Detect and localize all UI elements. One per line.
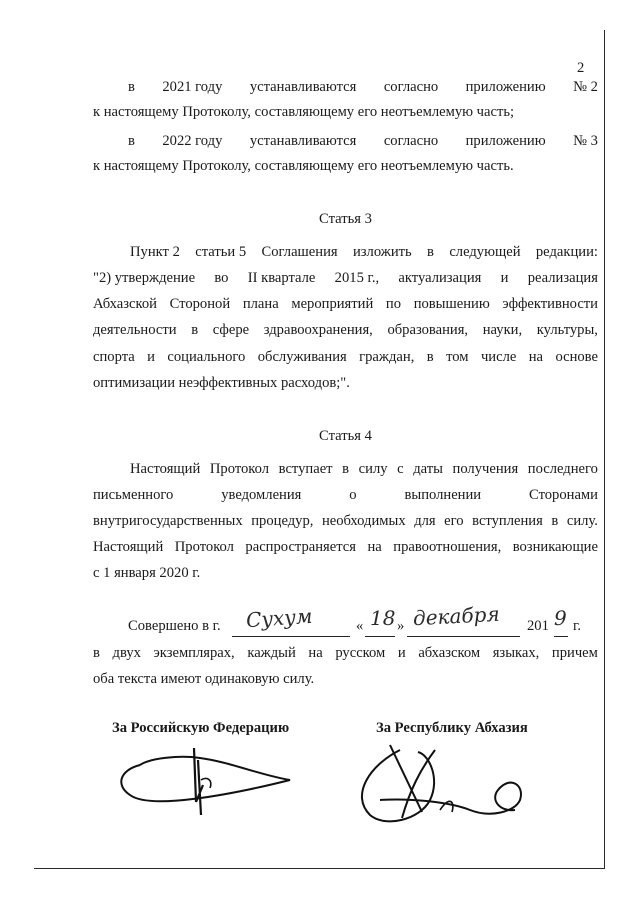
word: науки,	[482, 322, 523, 338]
word: и	[500, 270, 509, 286]
text-line: оптимизации неэффективных расходов;".	[93, 375, 350, 391]
word: 2021 году	[162, 79, 223, 95]
word: вступает	[278, 461, 333, 477]
handwritten-month: декабря	[412, 601, 501, 631]
word: образования,	[387, 322, 469, 338]
word: на	[308, 645, 323, 661]
word: абхазском	[418, 645, 481, 661]
word: граждан,	[359, 349, 415, 365]
word: здравоохранения,	[263, 322, 373, 338]
word: № 3	[573, 133, 598, 149]
word: социального	[167, 349, 246, 365]
word: русском	[335, 645, 386, 661]
word: в	[427, 244, 434, 260]
word: в	[426, 349, 434, 365]
word: Стороной	[169, 296, 231, 312]
signatory-abkhazia: За Республику Абхазия	[376, 720, 528, 736]
word: изложить	[352, 244, 412, 260]
word: культуры,	[536, 322, 598, 338]
word: двух	[112, 645, 141, 661]
word: необходимых	[321, 513, 406, 529]
word: следующей	[449, 244, 521, 260]
word: выполнении	[404, 487, 482, 503]
word: обслуживания	[257, 349, 347, 365]
word: редакции:	[535, 244, 598, 260]
text-line	[93, 349, 598, 366]
word: на	[367, 539, 382, 555]
word: Сторонами	[529, 487, 598, 503]
word: о	[349, 487, 357, 503]
word: в	[93, 645, 100, 661]
article-heading: Статья 3	[319, 211, 372, 227]
word: в	[128, 79, 135, 95]
word: возникающие	[512, 539, 598, 555]
year-prefix: 201	[527, 618, 549, 634]
handwritten-day: 18	[370, 606, 396, 630]
word: и	[147, 349, 155, 365]
text-line: с 1 января 2020 г.	[93, 565, 201, 581]
word: в	[191, 322, 199, 338]
signatory-russia: За Российскую Федерацию	[112, 720, 290, 736]
text-line	[93, 645, 598, 662]
word: на	[528, 349, 544, 365]
word: эффективности	[502, 296, 598, 312]
text-line	[93, 296, 598, 313]
word: основе	[555, 349, 598, 365]
text-line: к настоящему Протоколу, составляющему его неотъемлемую часть.	[93, 158, 514, 174]
word: процедур,	[251, 513, 314, 529]
quote-open: «	[356, 618, 364, 634]
text-line	[93, 322, 598, 339]
word: плана	[242, 296, 279, 312]
word: согласно	[383, 79, 439, 95]
word: устанавливаются	[249, 79, 357, 95]
word: внутригосударственных	[93, 513, 243, 529]
word: по	[385, 296, 402, 312]
word: Абхазской	[93, 296, 157, 312]
quote-close: »	[397, 618, 405, 634]
word: повышению	[413, 296, 490, 312]
word: том	[446, 349, 469, 365]
word: 2022 году	[162, 133, 223, 149]
word: актуализация	[398, 270, 482, 286]
word: сфере	[212, 322, 250, 338]
text-line: оба текста имеют одинаковую силу.	[93, 671, 315, 687]
text-line	[128, 79, 598, 96]
word: в	[551, 513, 559, 529]
signature-russia	[110, 740, 310, 820]
page-number: 2	[577, 60, 585, 76]
text-line	[93, 513, 598, 530]
word: спорта	[93, 349, 135, 365]
text-line	[130, 461, 598, 478]
word: последнего	[527, 461, 598, 477]
word: получения	[452, 461, 519, 477]
word: числе	[480, 349, 517, 365]
word: в	[342, 461, 350, 477]
year-underline	[554, 636, 568, 637]
word: согласно	[383, 133, 439, 149]
text-line	[128, 133, 598, 150]
word: письменного	[93, 487, 174, 503]
word: даты	[413, 461, 443, 477]
word: устанавливаются	[249, 133, 357, 149]
text-line	[93, 539, 598, 556]
article-heading: Статья 4	[319, 428, 372, 444]
word: Протокол	[209, 461, 270, 477]
word: Настоящий	[130, 461, 201, 477]
word: во	[214, 270, 229, 286]
month-underline	[407, 636, 520, 637]
word: его	[444, 513, 464, 529]
signature-abkhazia	[340, 740, 550, 830]
word: уведомления	[221, 487, 302, 503]
word: мероприятий	[291, 296, 374, 312]
word: Соглашения	[261, 244, 338, 260]
done-prefix: Совершено в г.	[128, 618, 221, 634]
word: приложению	[465, 133, 546, 149]
word: вступления	[472, 513, 543, 529]
word: правоотношения,	[393, 539, 502, 555]
word: Протокол	[174, 539, 234, 555]
text-line: к настоящему Протоколу, составляющему его неотъемлемую часть;	[93, 104, 515, 120]
word: № 2	[573, 79, 598, 95]
word: II квартале	[247, 270, 316, 286]
word: экземплярах,	[153, 645, 235, 661]
word: силу	[358, 461, 388, 477]
word: с	[397, 461, 404, 477]
text-line	[93, 487, 598, 504]
word: причем	[551, 645, 598, 661]
word: Настоящий	[93, 539, 164, 555]
word: каждый	[247, 645, 296, 661]
word: Пункт 2	[130, 244, 180, 260]
word: деятельности	[93, 322, 177, 338]
word: и	[397, 645, 406, 661]
text-line	[130, 244, 598, 261]
word: силу.	[566, 513, 598, 529]
word: языках,	[492, 645, 540, 661]
word: "2) утверждение	[93, 270, 196, 286]
word: для	[414, 513, 436, 529]
city-underline	[232, 636, 350, 637]
word: распространяется	[245, 539, 356, 555]
word: в	[128, 133, 135, 149]
word: реализация	[527, 270, 598, 286]
text-line	[93, 270, 598, 287]
word: статьи 5	[195, 244, 247, 260]
word: приложению	[465, 79, 546, 95]
word: 2015 г.,	[334, 270, 380, 286]
handwritten-city: Сухум	[245, 603, 314, 633]
day-underline	[365, 636, 395, 637]
handwritten-year-digit: 9	[554, 606, 567, 630]
year-suffix: г.	[573, 618, 581, 634]
